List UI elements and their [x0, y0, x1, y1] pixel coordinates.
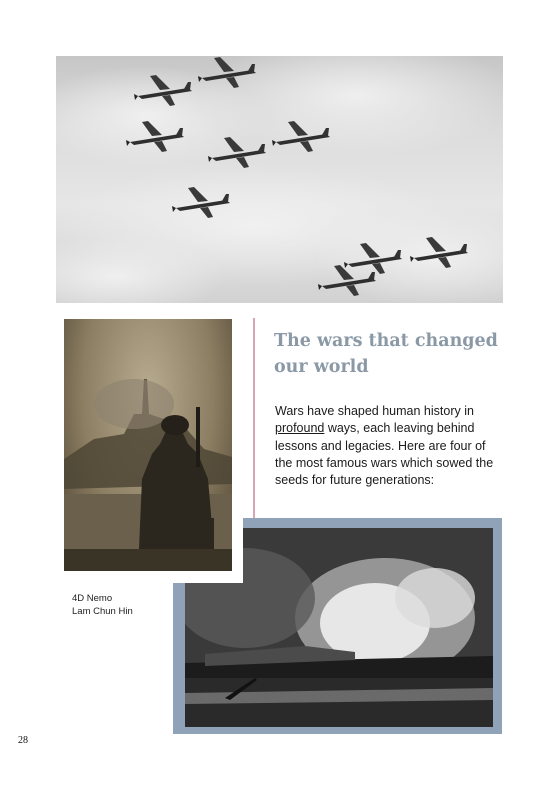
page-number: 28	[18, 735, 28, 746]
author-credit	[72, 592, 133, 618]
planes-photo-art	[56, 56, 503, 303]
intro-link-word: profound	[275, 421, 325, 436]
article-title: The wars that changed our world	[274, 331, 498, 377]
soldier-overlap-art	[173, 518, 232, 571]
planes-photo	[56, 56, 503, 303]
intro-text-end: ways, each leaving behind lessons and legacies. Here are four of the most famous wars which sowed the seeds for future generations:	[275, 421, 494, 488]
article-intro	[275, 403, 500, 489]
soldier-photo-overlap	[173, 518, 232, 571]
author-name: Lam Chun Hin	[72, 606, 133, 617]
intro-text-start: Wars have shaped human history in	[275, 404, 474, 418]
section-divider	[253, 318, 255, 518]
author-class: 4D Nemo	[72, 593, 113, 604]
